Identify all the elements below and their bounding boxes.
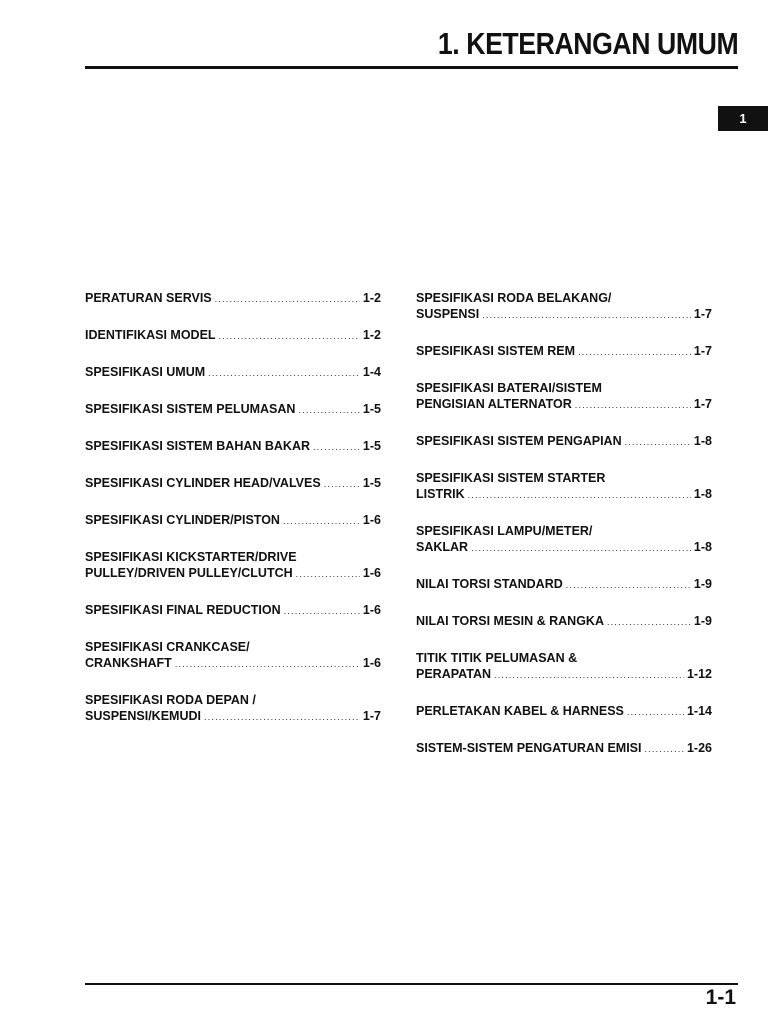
dot-leader bbox=[627, 704, 684, 720]
dot-leader bbox=[471, 540, 691, 556]
toc-entry-page: 1-5 bbox=[362, 439, 381, 453]
toc-entry-title: NILAI TORSI STANDARD bbox=[416, 577, 563, 591]
toc-entry[interactable] bbox=[416, 576, 712, 593]
toc-entry-line bbox=[416, 306, 712, 323]
toc-entry-title: SAKLAR bbox=[416, 540, 469, 554]
toc-entry[interactable] bbox=[416, 470, 712, 503]
toc-entry-title: PERATURAN SERVIS bbox=[85, 291, 212, 305]
toc-entry-title: SPESIFIKASI SISTEM REM bbox=[416, 344, 576, 358]
toc-entry[interactable] bbox=[416, 433, 712, 450]
dot-leader bbox=[578, 344, 691, 360]
toc-entry[interactable] bbox=[416, 703, 712, 720]
toc-entry-page: 1-14 bbox=[686, 704, 712, 718]
chapter-tab-label: 1 bbox=[739, 111, 747, 126]
toc-entry[interactable] bbox=[416, 343, 712, 360]
toc-entry-page: 1-4 bbox=[362, 365, 381, 379]
dot-leader bbox=[644, 741, 683, 757]
toc-entry[interactable] bbox=[416, 290, 712, 323]
toc-entry-title: SPESIFIKASI RODA BELAKANG/ bbox=[416, 291, 612, 305]
toc-entry[interactable] bbox=[416, 740, 712, 757]
toc-entry-title: PULLEY/DRIVEN PULLEY/CLUTCH bbox=[85, 566, 293, 580]
toc-entry-line bbox=[416, 380, 712, 396]
footer-rule bbox=[85, 983, 738, 985]
toc-entry-page: 1-5 bbox=[362, 476, 381, 490]
toc-entry-title: SUSPENSI/KEMUDI bbox=[85, 709, 201, 723]
dot-leader bbox=[175, 656, 360, 672]
toc-entry-title: SPESIFIKASI CYLINDER HEAD/VALVES bbox=[85, 476, 321, 490]
dot-leader bbox=[494, 667, 684, 683]
toc-entry-title: SPESIFIKASI RODA DEPAN / bbox=[85, 693, 256, 707]
toc-entry-page: 1-7 bbox=[362, 709, 381, 723]
toc-entry[interactable] bbox=[85, 512, 381, 529]
dot-leader bbox=[298, 402, 359, 418]
toc-entry-page: 1-8 bbox=[693, 434, 712, 448]
dot-leader bbox=[204, 709, 360, 725]
toc-entry[interactable] bbox=[85, 549, 381, 582]
toc-entry[interactable] bbox=[85, 401, 381, 418]
toc-entry-title: SPESIFIKASI CYLINDER/PISTON bbox=[85, 513, 280, 527]
toc-entry-line bbox=[416, 343, 712, 360]
toc-entry-page: 1-26 bbox=[686, 741, 712, 755]
dot-leader bbox=[566, 577, 691, 593]
dot-leader bbox=[208, 365, 360, 381]
toc-entry-line bbox=[85, 565, 381, 582]
toc-entry-line bbox=[85, 364, 381, 381]
toc-entry-title: PERAPATAN bbox=[416, 667, 491, 681]
toc-entry-page: 1-6 bbox=[362, 513, 381, 527]
toc-entry-line bbox=[85, 708, 381, 725]
dot-leader bbox=[607, 614, 691, 630]
toc-entry[interactable] bbox=[416, 650, 712, 683]
toc-entry[interactable] bbox=[416, 613, 712, 630]
toc-entry[interactable] bbox=[416, 380, 712, 413]
dot-leader bbox=[575, 397, 691, 413]
dot-leader bbox=[313, 439, 360, 455]
toc-entry-line bbox=[85, 401, 381, 418]
header-rule bbox=[85, 66, 738, 69]
toc-entry-page: 1-8 bbox=[693, 540, 712, 554]
toc-entry-page: 1-6 bbox=[362, 656, 381, 670]
dot-leader bbox=[219, 328, 360, 344]
toc-entry-page: 1-6 bbox=[362, 603, 381, 617]
toc-entry-line bbox=[416, 576, 712, 593]
dot-leader bbox=[324, 476, 360, 492]
toc-entry-line bbox=[416, 613, 712, 630]
toc-entry-title: CRANKSHAFT bbox=[85, 656, 172, 670]
toc-entry-line bbox=[416, 486, 712, 503]
toc-entry-line bbox=[416, 740, 712, 757]
toc-entry-title: SPESIFIKASI KICKSTARTER/DRIVE bbox=[85, 550, 297, 564]
toc-entry-page: 1-7 bbox=[693, 397, 712, 411]
toc-entry-title: SPESIFIKASI CRANKCASE/ bbox=[85, 640, 250, 654]
toc-entry-page: 1-8 bbox=[693, 487, 712, 501]
toc-entry-title: SISTEM-SISTEM PENGATURAN EMISI bbox=[416, 741, 642, 755]
dot-leader bbox=[283, 513, 360, 529]
toc-entry-title: PENGISIAN ALTERNATOR bbox=[416, 397, 572, 411]
toc-entry-title: PERLETAKAN KABEL & HARNESS bbox=[416, 704, 624, 718]
toc-entry-page: 1-5 bbox=[362, 402, 381, 416]
toc-entry[interactable] bbox=[85, 327, 381, 344]
dot-leader bbox=[296, 566, 360, 582]
toc-entry-line bbox=[416, 396, 712, 413]
dot-leader bbox=[482, 307, 691, 323]
toc-entry[interactable] bbox=[85, 639, 381, 672]
dot-leader bbox=[284, 603, 360, 619]
toc-entry-line bbox=[85, 549, 381, 565]
dot-leader bbox=[468, 487, 691, 503]
toc-entry-title: SPESIFIKASI SISTEM BAHAN BAKAR bbox=[85, 439, 311, 453]
toc-entry-page: 1-7 bbox=[693, 307, 712, 321]
toc-entry-page: 1-6 bbox=[362, 566, 381, 580]
toc-left-column bbox=[85, 290, 381, 745]
toc-entry-title: SPESIFIKASI LAMPU/METER/ bbox=[416, 524, 593, 538]
toc-entry-title: SPESIFIKASI BATERAI/SISTEM bbox=[416, 381, 602, 395]
toc-entry-title: TITIK TITIK PELUMASAN & bbox=[416, 651, 578, 665]
dot-leader bbox=[625, 434, 691, 450]
toc-entry[interactable] bbox=[85, 692, 381, 725]
toc-entry-title: SUSPENSI bbox=[416, 307, 480, 321]
toc-entry[interactable] bbox=[85, 364, 381, 381]
toc-entry-page: 1-2 bbox=[362, 328, 381, 342]
toc-entry-line bbox=[85, 475, 381, 492]
toc-entry-page: 1-2 bbox=[362, 291, 381, 305]
toc-entry[interactable] bbox=[85, 290, 381, 307]
toc-entry-line bbox=[416, 523, 712, 539]
toc-entry-line bbox=[85, 290, 381, 307]
toc-entry-title: LISTRIK bbox=[416, 487, 465, 501]
toc-entry[interactable] bbox=[416, 523, 712, 556]
toc-entry-line bbox=[85, 512, 381, 529]
toc-entry-title: SPESIFIKASI SISTEM PELUMASAN bbox=[85, 402, 296, 416]
toc-entry-line bbox=[416, 290, 712, 306]
chapter-tab[interactable] bbox=[718, 106, 768, 131]
toc-entry[interactable] bbox=[85, 438, 381, 455]
toc-entry-title: SPESIFIKASI UMUM bbox=[85, 365, 206, 379]
toc-entry-line bbox=[85, 438, 381, 455]
toc-entry-line bbox=[416, 650, 712, 666]
toc-entry-title: IDENTIFIKASI MODEL bbox=[85, 328, 216, 342]
toc-entry-title: SPESIFIKASI SISTEM PENGAPIAN bbox=[416, 434, 622, 448]
toc-entry-page: 1-7 bbox=[693, 344, 712, 358]
toc-entry-line bbox=[416, 703, 712, 720]
toc-entry-line bbox=[85, 655, 381, 672]
toc-entry-title: SPESIFIKASI SISTEM STARTER bbox=[416, 471, 606, 485]
page-title: 1. KETERANGAN UMUM bbox=[437, 26, 738, 61]
dot-leader bbox=[215, 291, 360, 307]
page-number: 1-1 bbox=[705, 986, 736, 1009]
toc-entry-line bbox=[416, 666, 712, 683]
toc-entry-page: 1-12 bbox=[686, 667, 712, 681]
toc-entry-title: NILAI TORSI MESIN & RANGKA bbox=[416, 614, 604, 628]
toc-entry-line bbox=[416, 433, 712, 450]
toc-entry-line bbox=[416, 470, 712, 486]
toc-entry[interactable] bbox=[85, 475, 381, 492]
toc-entry-line bbox=[85, 327, 381, 344]
toc-entry-page: 1-9 bbox=[693, 577, 712, 591]
toc-entry-line bbox=[85, 639, 381, 655]
toc-entry-page: 1-9 bbox=[693, 614, 712, 628]
toc-right-column bbox=[416, 290, 712, 777]
toc-entry-title: SPESIFIKASI FINAL REDUCTION bbox=[85, 603, 281, 617]
toc-entry-line bbox=[85, 692, 381, 708]
toc-entry-line bbox=[85, 602, 381, 619]
toc-entry-line bbox=[416, 539, 712, 556]
toc-entry[interactable] bbox=[85, 602, 381, 619]
